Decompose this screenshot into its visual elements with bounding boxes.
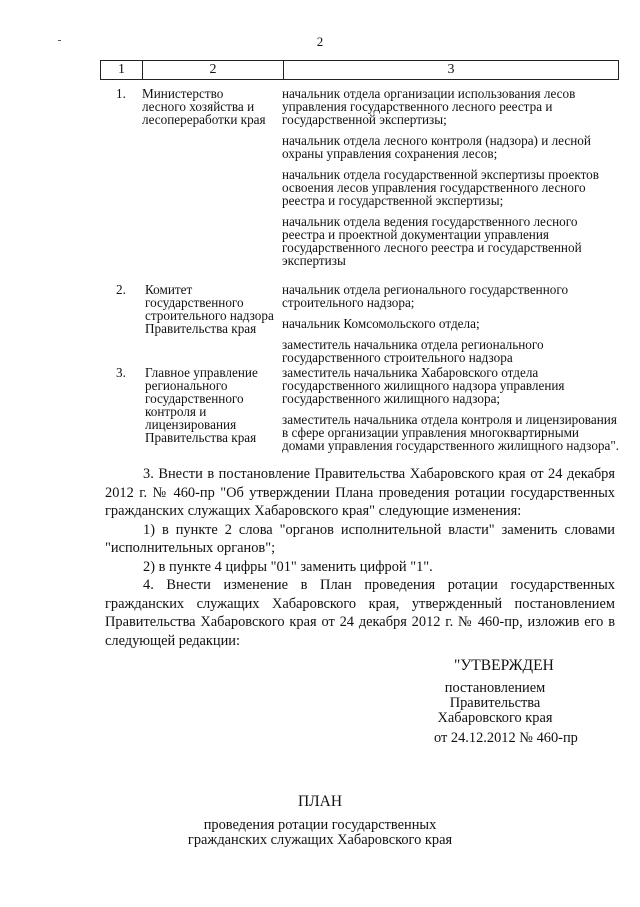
plan-subtitle xyxy=(0,818,640,848)
position-item: начальник отдела регионального государственного строительного надзора; xyxy=(282,282,569,310)
approval-date: от 24.12.2012 № 460-пр xyxy=(434,730,578,746)
positions-list xyxy=(282,366,620,460)
positions-list xyxy=(282,283,620,372)
plan-subtitle-line: проведения ротации государственных xyxy=(203,817,437,833)
position-item: заместитель начальника отдела регионального государственного строительного надзора xyxy=(282,337,544,365)
positions-list xyxy=(282,87,620,275)
position-item: начальник Комсомольского отдела; xyxy=(282,316,480,331)
paragraph-3-item-1: 1) в пункте 2 слова "органов исполнительной власти" заменить словами "исполнительных органов"; xyxy=(105,521,615,556)
organization-name: Главное управление регионального государственного контроля и лицензирования Правительства края xyxy=(145,365,258,445)
table-header-col-2: 2 xyxy=(143,61,284,79)
approval-heading: "УТВЕРЖДЕН xyxy=(454,657,554,674)
plan-subtitle-line: гражданских служащих Хабаровского края xyxy=(187,832,453,848)
table-header xyxy=(100,60,619,80)
table-header-col-3: 3 xyxy=(447,62,455,77)
row-number: 2. xyxy=(116,282,126,297)
organization-name: Комитет государственного строительного надзора Правительства края xyxy=(145,282,274,336)
position-item: начальник отдела лесного контроля (надзора) и лесной охраны управления сохранения лесов; xyxy=(282,133,591,161)
position-item: начальник отдела организации использования лесов управления государственного лесного реестра и государственной экспертизы; xyxy=(282,86,576,127)
position-item: начальник отдела ведения государственного лесного реестра и проектной документации управления государственного лесного реестра и государственной экспертизы xyxy=(282,214,582,268)
row-number: 3. xyxy=(116,365,126,380)
paragraph-4: 4. Внести изменение в План проведения ротации государственных гражданских служащих Хабаровского края, утвержденный постановлением Правительства Хабаровского края от 24 декабря 2012 г. № 460-пр, изложив его в следующей редакции: xyxy=(105,577,615,649)
amendment-text xyxy=(105,465,615,650)
table-header-col-1: 1 xyxy=(101,61,143,79)
row-number: 1. xyxy=(116,86,126,101)
page-number: 2 xyxy=(316,34,324,49)
position-item: начальник отдела государственной экспертизы проектов освоения лесов управления государственного лесного реестра и государственной экспертизы; xyxy=(282,167,599,208)
position-item: заместитель начальника отдела контроля и лицензирования в сфере организации управления многоквартирными домами управления государственного жилищного надзора". xyxy=(282,412,620,453)
organization-name: Министерство лесного хозяйства и лесопереработки края xyxy=(142,86,266,127)
paragraph-3: 3. Внести в постановление Правительства Хабаровского края от 24 декабря 2012 г. № 460-пр "Об утверждении Плана проведения ротации государственных гражданских служащих Хабаровского края" следующие изменения: xyxy=(105,466,615,519)
approval-stamp xyxy=(410,658,610,746)
approval-line: Правительства xyxy=(449,695,541,711)
approval-line: постановлением xyxy=(444,680,546,696)
plan-title: ПЛАН xyxy=(297,793,343,810)
approval-line: Хабаровского края xyxy=(437,710,553,726)
position-item: заместитель начальника Хабаровского отдела государственного жилищного надзора управления государственного жилищного надзора; xyxy=(282,365,565,406)
paragraph-3-item-2: 2) в пункте 4 цифры "01" заменить цифрой "1". xyxy=(143,558,433,575)
